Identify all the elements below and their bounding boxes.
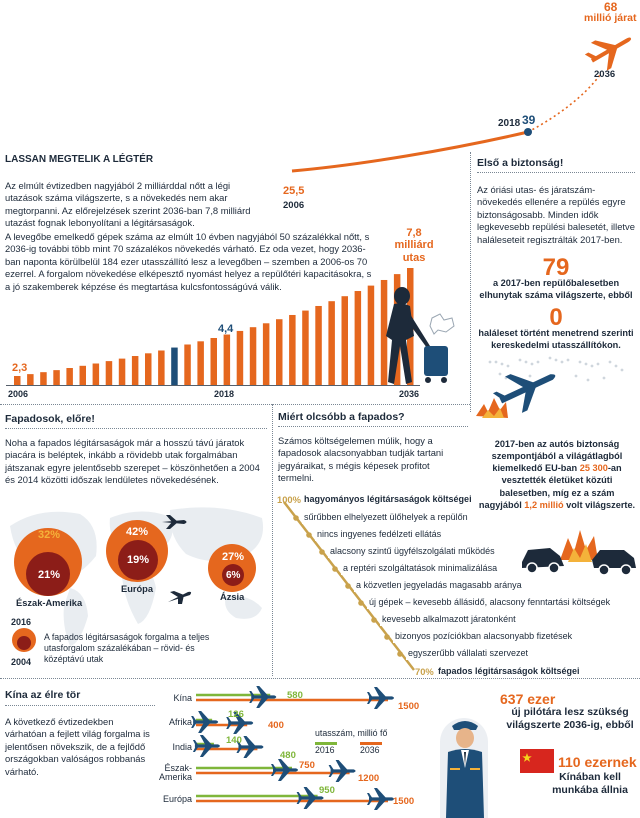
cost-item: sűrűbben elhelyezett ülőhelyek a repülőn [304,512,468,522]
cost-item: nincs ingyenes fedélzeti ellátás [317,529,442,539]
bar-unit-line-1: milliárd [394,239,434,251]
top-year-2036: 2036 [594,69,616,80]
commercial-fatalities-count: 0 [549,304,563,331]
plane-2016-icon [191,711,218,733]
cost-item: a reptéri szolgáltatások minimalizálása [343,563,498,573]
cost-item: a közvetlen jegyeladás magasabb aránya [356,580,522,590]
asia-2004-value: 6% [226,570,241,581]
plane-2036-icon [367,687,394,709]
na-2036-pass-value: 1200 [358,773,380,784]
lowcost-title: Fapadosok, előre! [5,413,95,425]
china-region-label: India [172,742,192,752]
car-text-c: volt világszerte. [563,499,636,510]
plane-2036-icon [329,760,356,782]
cost-item: bizonyos pozíciókban alacsonyabb fizetések [395,631,573,641]
china-region-label: Afrika [168,717,192,727]
region-europe: Európa [121,584,154,594]
section-title: LASSAN MEGTELIK A LÉGTÉR [5,154,154,165]
china-legend-2016: 2016 [315,745,335,755]
plane-2016-icon [193,735,220,757]
china-title: Kína az élre tör [5,689,81,701]
top-cost-percent: 100% [277,494,301,505]
top-value-2018: 39 [522,113,536,127]
asia-2016-value: 27% [222,551,245,563]
top-year-2018: 2018 [498,118,521,129]
fatalities-count: 79 [542,254,570,281]
china-2016-value: 580 [287,690,303,701]
cost-item: alacsony szintű ügyfélszolgálati működés [330,546,495,556]
bar-unit-line-2: utas [402,252,426,264]
africa-2036-value: 400 [268,720,284,731]
safety-text: Az óriási utas- és járatszám-növekedés ellenére a repülés egyre biztonságosabb. Minden idők legkevesebb repülési balesetét, illetve haláleseteit regisztrálták 2017-ben. [477,184,635,245]
eu-2016-value: 42% [126,526,149,538]
lowcost-text: Noha a fapados légitársaságok már a hosszú távú járatok piacára is beléptek, inkább a rövidebb utak forgalmában játszanak egyre jelentősebb szerepet – köszönhetően a 2004 és 2014 közötti időszak lendületes növekedésének. [5,437,260,486]
plane-2036-icon [367,788,394,810]
china-2036-value: 1500 [398,701,420,712]
na-2004-value: 21% [38,569,61,581]
top-unit-2036: millió járat [584,12,637,24]
top-year-2006: 2006 [283,200,305,211]
china-region-label: Kína [173,693,192,703]
commercial-fatalities-text: haláleset történt menetrend szerinti kereskedelmi utasszállítókon. [478,328,634,350]
china-legend-2036: 2036 [360,745,380,755]
pilots-needed-text: új pilótára lesz szükség világszerte 2036-ig, ebből [506,706,634,731]
top-cost-label: hagyományos légitársaságok költségei [304,494,472,504]
na-2016-pass-value: 750 [299,760,315,771]
world-road-deaths: 1,2 millió [524,499,564,510]
bottom-cost-percent: 70% [415,666,434,677]
cost-item: egyszerűbb vállalati szervezet [408,648,529,658]
india-2016-value: 140 [226,735,242,746]
bar-label-2006: 2,3 [12,362,28,374]
legend-2016-label: 2016 [11,617,32,627]
pilots-china-text: Kínában kell munkába állnia [552,771,628,796]
china-region-label: Észak-Amerika [158,763,192,783]
china-region-label: Európa [162,794,192,804]
bar-label-2036: 7,8 [406,227,422,239]
legend-text: A fapados légitársaságok forgalma a teljes utasforgalom százalékában – rövid- és középtávú utak [44,632,210,664]
legend-2004-label: 2004 [11,657,32,667]
pilots-needed-count: 637 ezer [500,691,556,707]
top-value-2036: 68 [604,0,618,14]
eu-road-deaths: 25 300 [579,463,608,474]
cost-item: kevesebb alkalmazott járatonként [382,614,516,624]
section-paragraph-2: A levegőbe emelkedő gépek száma az elmúlt 10 évben nagyjából 50 százalékkal nőtt, s 2036-ig további több mint 70 százalékos növekedés várható. Ez oda vezet, hogy 2036-ban naponta körülbelül 184 ezer utasszállító lesz a levegőben – szemben a 2006-os 70 ezerrel. A forgalom növekedése elképesztő nyomást helyez a repülőtéri kapacitásokra, s a jó szakemberek képzése és megtartása kulcsfontosságúvá válik. [5,231,372,292]
africa-2016-value: 126 [228,709,244,720]
car-text-b: -an vesztették életüket közúti balesetben, míg ez a szám nagyjából [478,463,622,510]
china-text: A következő évtizedekben várhatóan a fejlett világ forgalma is jelentősen növekszik, de a fejlődő országokban valóságos robbanás várható. [5,716,150,777]
bar-label-2018: 4,4 [218,323,234,335]
bar-year-2036: 2036 [399,389,420,399]
eu-2036-pass-value: 1500 [393,796,415,807]
cheaper-text: Számos költségelemen múlik, hogy a fapadosok alacsonyabban tudják tartani jegyáraikat, s mégis képesek profitot termelni. [278,435,444,484]
china-legend-title: utasszám, millió fő [315,728,388,738]
safety-title: Első a biztonság! [477,157,564,169]
pilot-illustration [440,710,490,818]
region-north-america: Észak-Amerika [16,598,83,608]
section-paragraph-1: Az elmúlt évtizedben nagyjából 2 milliárddal nőtt a légi utazások száma világszerte, s a növekedés nem akar megtorpanni. Az előrejelzések szerint 2036-ban 7,8 milliárd utazást fognak lebonyolítani a légitársaságok. [5,180,251,229]
bar-year-2018: 2018 [214,389,235,399]
plane-2016-icon [249,686,276,708]
na-2016-value: 32% [38,529,61,541]
fatalities-text: a 2017-ben repülőbalesetben elhunytak száma világszerte, ebből [479,278,633,300]
cost-item: új gépek – kevesebb állásidő, alacsony fenntartási költségek [369,597,611,607]
india-2036-value: 480 [280,750,296,761]
eu-2004-value: 19% [127,554,150,566]
region-asia: Ázsia [220,592,245,602]
bottom-cost-label: fapados légitársaságok költségei [438,666,580,676]
pilots-china-count: 110 ezernek [558,754,637,770]
cheaper-title: Miért olcsóbb a fapados? [278,411,405,423]
eu-2016-pass-value: 950 [319,785,335,796]
car-text-a: 2017-ben az autós biztonság szempontjából a világátlagból kiemelkedő EU-ban [491,439,623,474]
top-value-2006: 25,5 [283,185,305,197]
bar-year-2006: 2006 [8,389,29,399]
china-flag-icon [520,749,554,773]
